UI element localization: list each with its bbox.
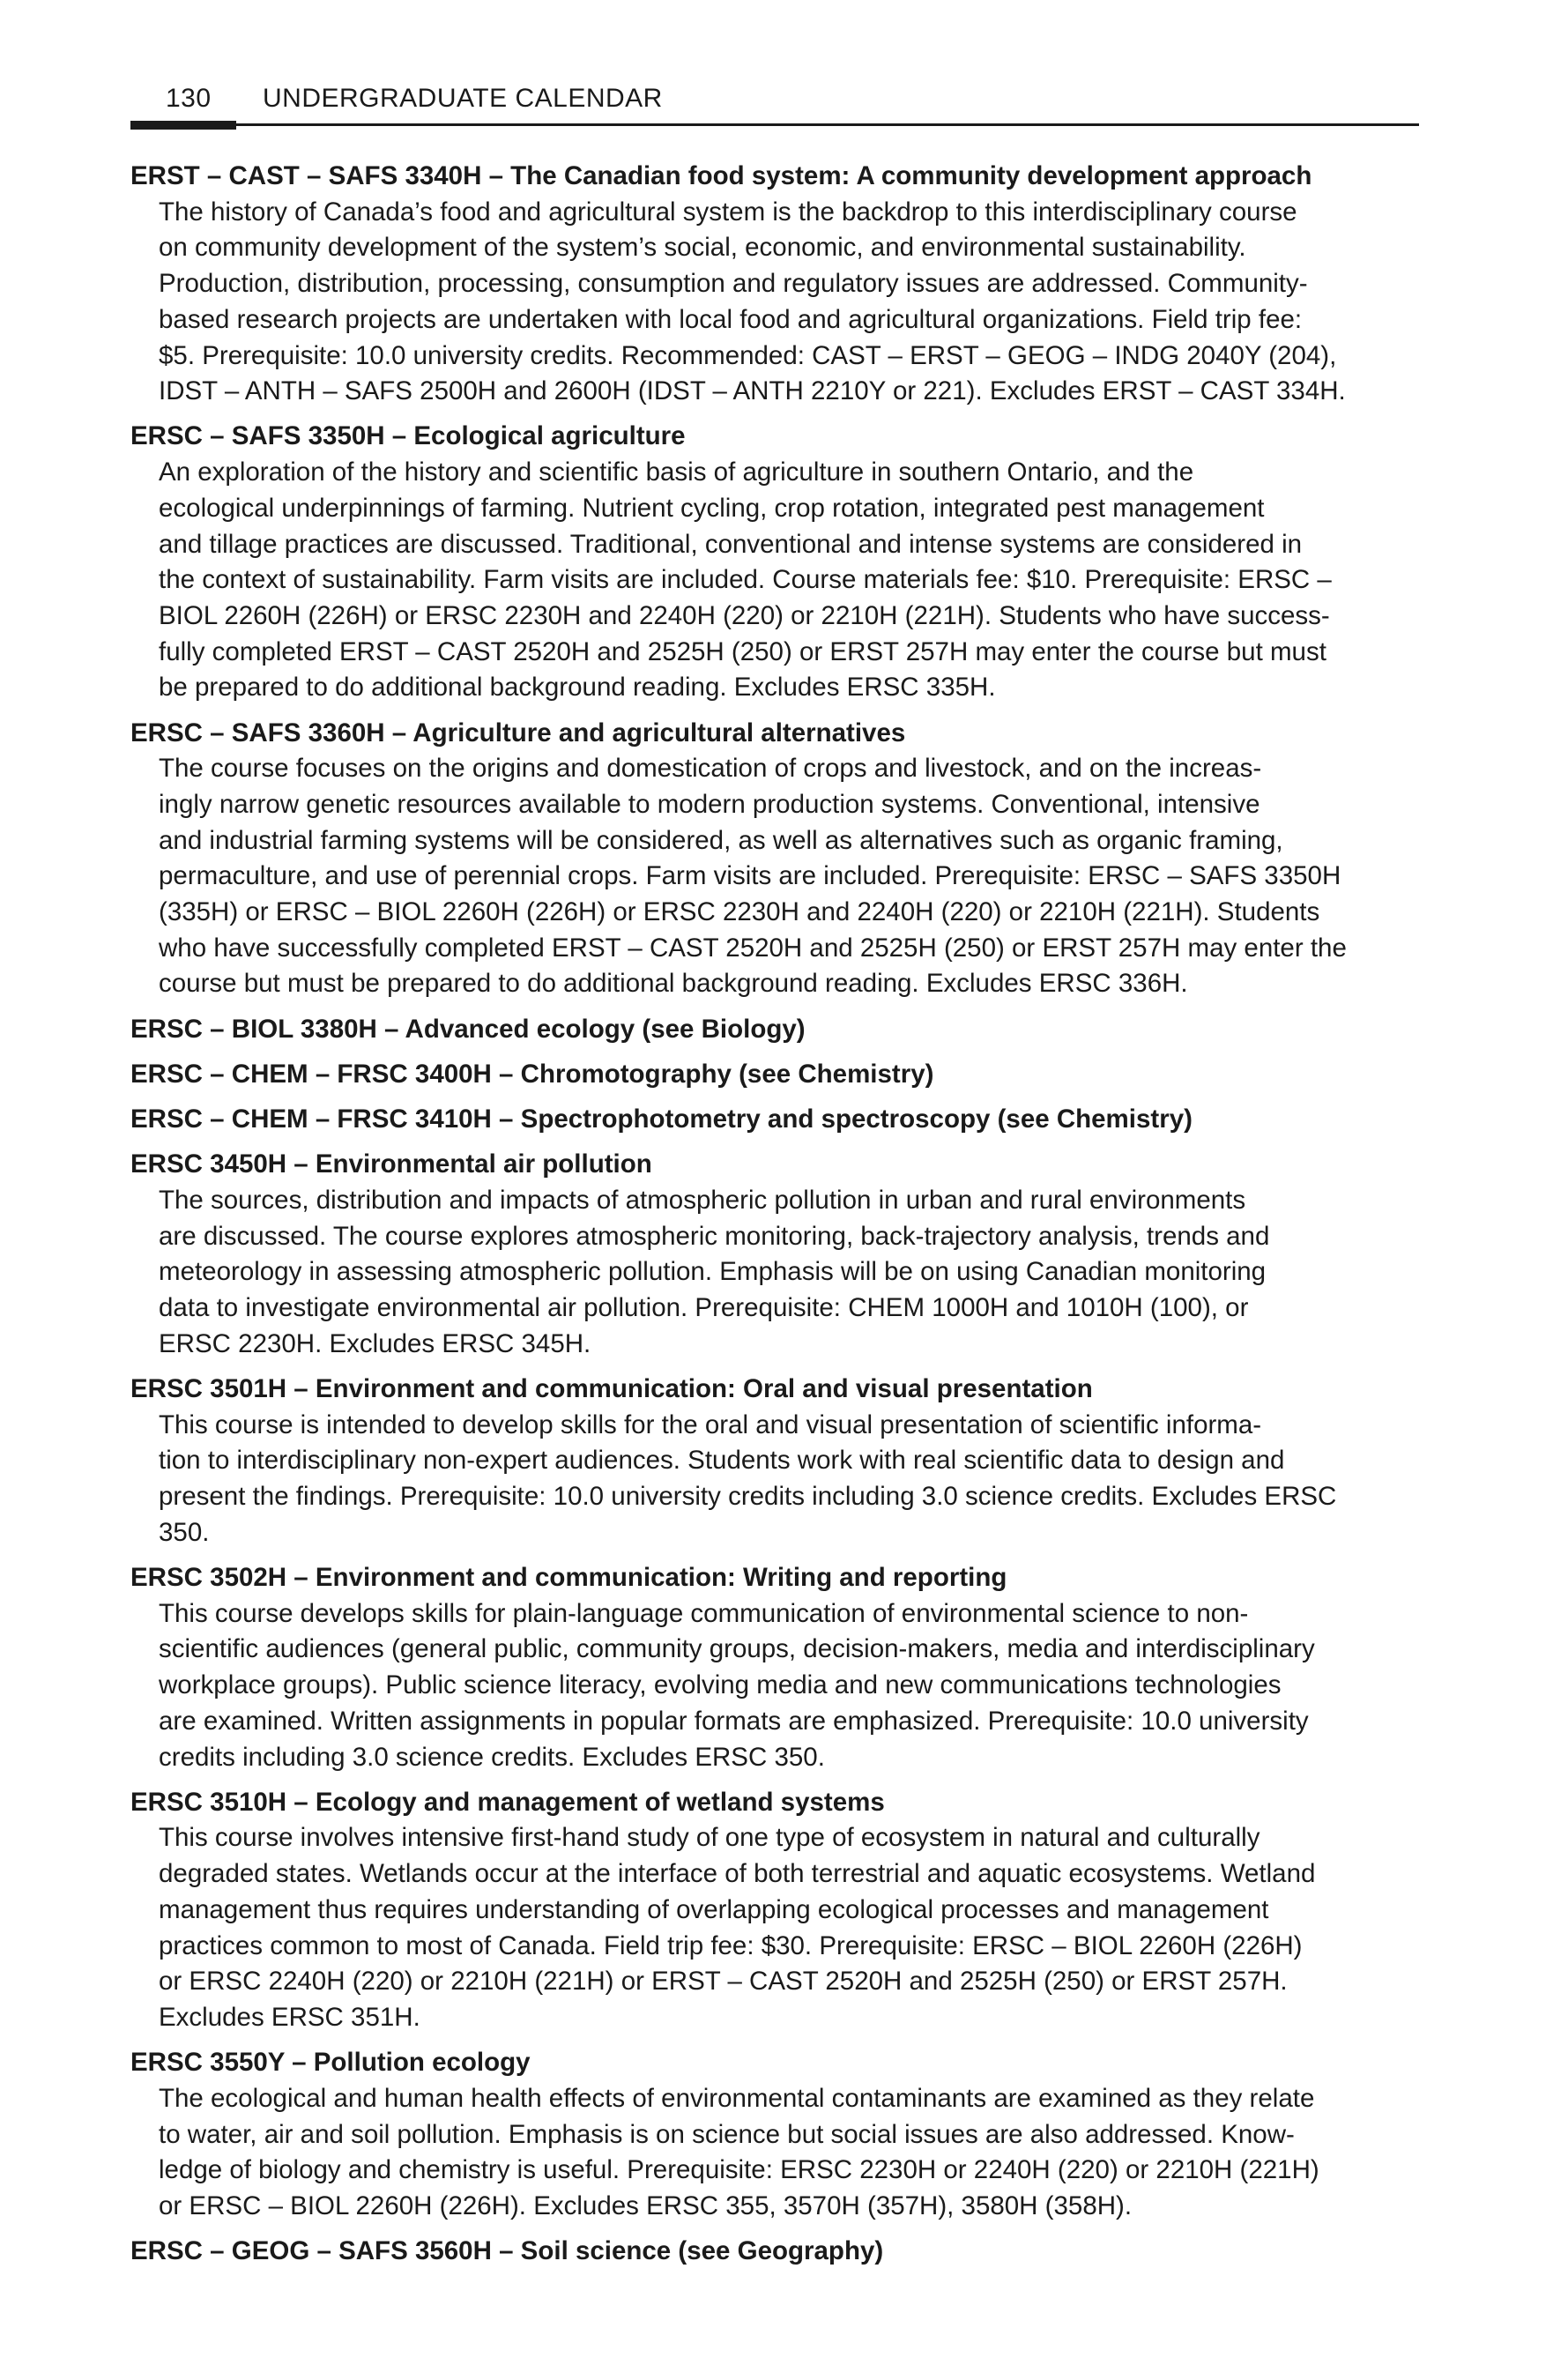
description-line: credits including 3.0 science credits. Excludes ERSC 350. bbox=[159, 1742, 825, 1772]
description-line: meteorology in assessing atmospheric pollution. Emphasis will be on using Canadian monitoring bbox=[159, 1257, 1267, 1287]
description-line: ecological underpinnings of farming. Nutrient cycling, crop rotation, integrated pest management bbox=[159, 493, 1265, 523]
description-line: and tillage practices are discussed. Traditional, conventional and intense systems are considered in bbox=[159, 529, 1303, 559]
course-description bbox=[130, 455, 1419, 706]
course-title: ERSC – SAFS 3360H – Agriculture and agricultural alternatives bbox=[130, 718, 906, 747]
description-line: The history of Canada’s food and agricultural system is the backdrop to this interdisciplinary course bbox=[159, 197, 1297, 227]
course-description bbox=[130, 195, 1419, 410]
course-entries bbox=[130, 159, 1419, 2279]
description-line: BIOL 2260H (226H) or ERSC 2230H and 2240H (220) or 2210H (221H). Students who have success- bbox=[159, 600, 1330, 630]
course-description bbox=[130, 2081, 1419, 2225]
description-line: practices common to most of Canada. Field trip fee: $30. Prerequisite: ERSC – BIOL 2260H (226H) bbox=[159, 1930, 1303, 1960]
description-line: This course develops skills for plain-language communication of environmental science to non- bbox=[159, 1598, 1249, 1628]
course-title: ERSC – CHEM – FRSC 3410H – Spectrophotometry and spectroscopy (see Chemistry) bbox=[130, 1104, 1193, 1134]
description-line: This course involves intensive first-hand study of one type of ecosystem in natural and culturally bbox=[159, 1823, 1260, 1853]
description-line: or ERSC – BIOL 2260H (226H). Excludes ERSC 355, 3570H (357H), 3580H (358H). bbox=[159, 2190, 1133, 2220]
course-description bbox=[130, 1820, 1419, 2035]
header-rule bbox=[130, 123, 1419, 126]
description-line: The course focuses on the origins and domestication of crops and livestock, and on the increas- bbox=[159, 754, 1262, 784]
course-title: ERSC – CHEM – FRSC 3400H – Chromotography (see Chemistry) bbox=[130, 1059, 934, 1089]
description-line: workplace groups). Public science literacy, evolving media and new communications technologies bbox=[159, 1670, 1282, 1700]
course-description bbox=[130, 1596, 1419, 1776]
course-entry bbox=[130, 1012, 1419, 1048]
description-line: and industrial farming systems will be considered, as well as alternatives such as organic framing, bbox=[159, 825, 1283, 855]
running-head: UNDERGRADUATE CALENDAR bbox=[263, 84, 663, 113]
description-line: Excludes ERSC 351H. bbox=[159, 2002, 420, 2032]
description-line: present the findings. Prerequisite: 10.0 university credits including 3.0 science credits. Excludes ERSC bbox=[159, 1482, 1337, 1512]
course-description bbox=[130, 1408, 1419, 1551]
course-entry bbox=[130, 159, 1419, 410]
description-line: IDST – ANTH – SAFS 2500H and 2600H (IDST – ANTH 2210Y or 221). Excludes ERST – CAST 334H. bbox=[159, 376, 1346, 406]
description-line: An exploration of the history and scientific basis of agriculture in southern Ontario, and the bbox=[159, 457, 1194, 487]
course-title: ERSC – GEOG – SAFS 3560H – Soil science (see Geography) bbox=[130, 2236, 884, 2266]
description-line: The ecological and human health effects of environmental contaminants are examined as they relate bbox=[159, 2083, 1315, 2113]
description-line: The sources, distribution and impacts of atmospheric pollution in urban and rural environments bbox=[159, 1185, 1246, 1215]
course-entry bbox=[130, 716, 1419, 1003]
header-tab-mark bbox=[130, 121, 236, 130]
course-title: ERSC – SAFS 3350H – Ecological agriculture bbox=[130, 421, 686, 451]
description-line: are examined. Written assignments in popular formats are emphasized. Prerequisite: 10.0 university bbox=[159, 1706, 1309, 1736]
course-title: ERSC 3450H – Environmental air pollution bbox=[130, 1149, 652, 1179]
page-number: 130 bbox=[166, 84, 212, 113]
description-line: the context of sustainability. Farm visits are included. Course materials fee: $10. Prerequisite: ERSC – bbox=[159, 565, 1332, 595]
page-header bbox=[130, 81, 1419, 125]
description-line: be prepared to do additional background reading. Excludes ERSC 335H. bbox=[159, 673, 996, 703]
course-title: ERSC – BIOL 3380H – Advanced ecology (see Biology) bbox=[130, 1014, 806, 1044]
course-title: ERSC 3502H – Environment and communication: Writing and reporting bbox=[130, 1563, 1007, 1593]
course-title: ERSC 3501H – Environment and communication: Oral and visual presentation bbox=[130, 1374, 1093, 1403]
description-line: 350. bbox=[159, 1517, 210, 1547]
description-line: Production, distribution, processing, consumption and regulatory issues are addressed. Community- bbox=[159, 269, 1308, 299]
course-entry bbox=[130, 2045, 1419, 2225]
description-line: on community development of the system’s social, economic, and environmental sustainability. bbox=[159, 233, 1246, 263]
course-entry bbox=[130, 2234, 1419, 2270]
course-description bbox=[130, 1183, 1419, 1363]
course-title: ERSC 3550Y – Pollution ecology bbox=[130, 2048, 531, 2078]
description-line: tion to interdisciplinary non-expert audiences. Students work with real scientific data to design and bbox=[159, 1446, 1285, 1476]
description-line: degraded states. Wetlands occur at the interface of both terrestrial and aquatic ecosystems. Wetland bbox=[159, 1859, 1316, 1889]
description-line: (335H) or ERSC – BIOL 2260H (226H) or ERSC 2230H and 2240H (220) or 2210H (221H). Students bbox=[159, 897, 1320, 927]
course-title: ERST – CAST – SAFS 3340H – The Canadian food system: A community development approach bbox=[130, 161, 1312, 190]
course-title: ERSC 3510H – Ecology and management of wetland systems bbox=[130, 1787, 885, 1817]
course-entry bbox=[130, 1057, 1419, 1093]
description-line: course but must be prepared to do additional background reading. Excludes ERSC 336H. bbox=[159, 969, 1188, 999]
description-line: data to investigate environmental air pollution. Prerequisite: CHEM 1000H and 1010H (100), or bbox=[159, 1293, 1249, 1323]
course-entry bbox=[130, 1147, 1419, 1362]
description-line: to water, air and soil pollution. Emphasis is on science but social issues are also addressed. Know- bbox=[159, 2119, 1295, 2149]
course-entry bbox=[130, 419, 1419, 706]
course-entry bbox=[130, 1785, 1419, 2036]
description-line: who have successfully completed ERST – CAST 2520H and 2525H (250) or ERST 257H may enter the bbox=[159, 933, 1347, 963]
description-line: fully completed ERST – CAST 2520H and 2525H (250) or ERST 257H may enter the course but must bbox=[159, 636, 1326, 666]
description-line: management thus requires understanding of overlapping ecological processes and management bbox=[159, 1894, 1269, 1924]
description-line: based research projects are undertaken with local food and agricultural organizations. Field trip fee: bbox=[159, 304, 1303, 334]
description-line: $5. Prerequisite: 10.0 university credits. Recommended: CAST – ERST – GEOG – INDG 2040Y (204), bbox=[159, 340, 1337, 370]
description-line: ledge of biology and chemistry is useful. Prerequisite: ERSC 2230H or 2240H (220) or 2210H (221H) bbox=[159, 2155, 1319, 2185]
course-entry bbox=[130, 1560, 1419, 1775]
course-entry bbox=[130, 1372, 1419, 1551]
course-entry bbox=[130, 1102, 1419, 1138]
description-line: or ERSC 2240H (220) or 2210H (221H) or ERST – CAST 2520H and 2525H (250) or ERST 257H. bbox=[159, 1967, 1288, 1997]
description-line: ERSC 2230H. Excludes ERSC 345H. bbox=[159, 1328, 591, 1358]
description-line: scientific audiences (general public, community groups, decision-makers, media and interdisciplinary bbox=[159, 1634, 1315, 1664]
description-line: are discussed. The course explores atmospheric monitoring, back-trajectory analysis, trends and bbox=[159, 1221, 1270, 1251]
description-line: permaculture, and use of perennial crops. Farm visits are included. Prerequisite: ERSC – SAFS 3350H bbox=[159, 861, 1341, 891]
description-line: ingly narrow genetic resources available to modern production systems. Conventional, intensive bbox=[159, 789, 1260, 819]
course-description bbox=[130, 751, 1419, 1002]
description-line: This course is intended to develop skills for the oral and visual presentation of scientific informa- bbox=[159, 1409, 1262, 1439]
